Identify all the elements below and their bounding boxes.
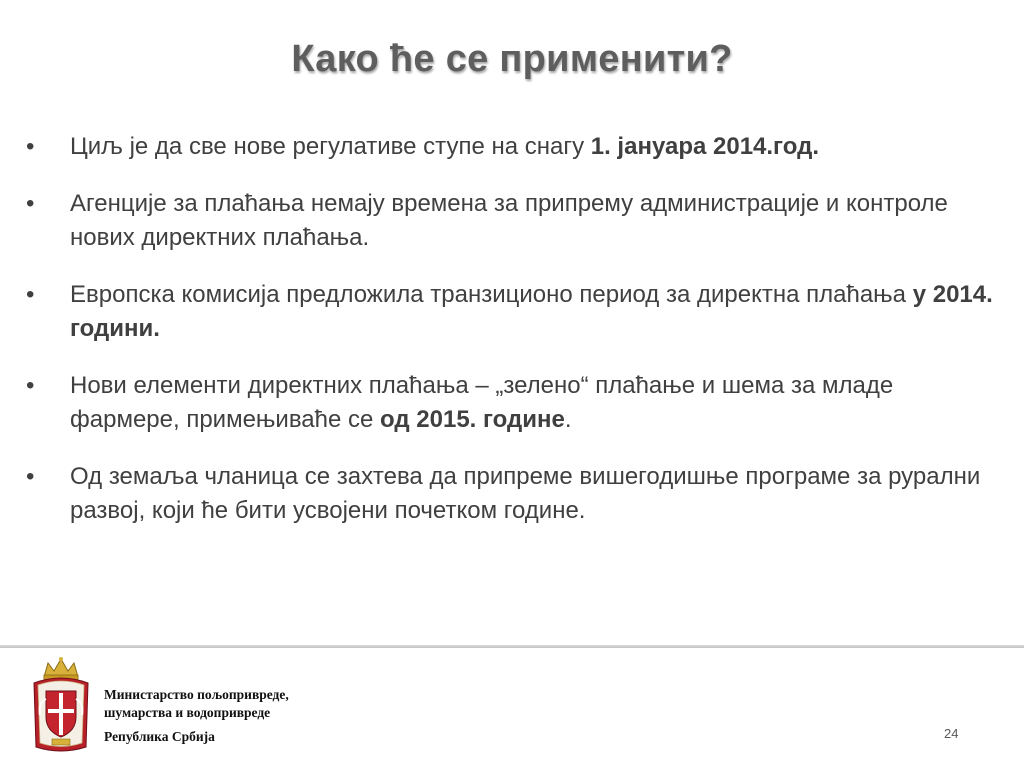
bullet-list — [26, 130, 1006, 551]
ministry-line-2: шумарства и водопривреде — [104, 705, 271, 720]
country-name: Република Србија — [104, 729, 215, 744]
footer-divider — [0, 645, 1024, 648]
bullet-bold-text: 1. јануара 2014.год. — [590, 133, 819, 160]
bullet-item — [26, 187, 1006, 255]
ministry-name — [104, 686, 289, 746]
ministry-line-1: Министарство пољопривреде, — [104, 687, 289, 702]
bullet-tail-text: . — [564, 406, 572, 433]
bullet-item — [26, 460, 1006, 528]
bullet-dot: • — [26, 372, 35, 399]
bullet-dot: • — [26, 281, 35, 308]
bullet-text: Европска комисија предложила транзиционо период за директна плаћања — [70, 281, 913, 308]
page-number: 24 — [944, 726, 959, 741]
bullet-text: Циљ је да све нове регулативе ступе на снагу — [70, 133, 591, 160]
bullet-bold-text: у 2014. години. — [70, 281, 993, 342]
bullet-dot: • — [26, 463, 35, 490]
bullet-text: Од земаља чланица се захтева да припреме вишегодишње програме за рурални развој, који ће бити усвојени почетком године. — [70, 463, 981, 524]
bullet-text: Нови елементи директних плаћања – „зелено“ плаћање и шема за младе фармере, примењиваће се — [70, 372, 894, 433]
bullet-text: Агенције за плаћања немају времена за припрему администрације и контроле нових директних плаћања. — [70, 190, 948, 251]
bullet-item — [26, 278, 1006, 346]
bullet-dot: • — [26, 190, 35, 217]
serbian-coat-of-arms-icon — [30, 655, 92, 755]
bullet-dot: • — [26, 133, 35, 160]
bullet-bold-text: од 2015. године — [380, 406, 565, 433]
bullet-item — [26, 130, 1006, 164]
bullet-item — [26, 369, 1006, 437]
slide-title: Како ће се применити? — [291, 38, 733, 80]
